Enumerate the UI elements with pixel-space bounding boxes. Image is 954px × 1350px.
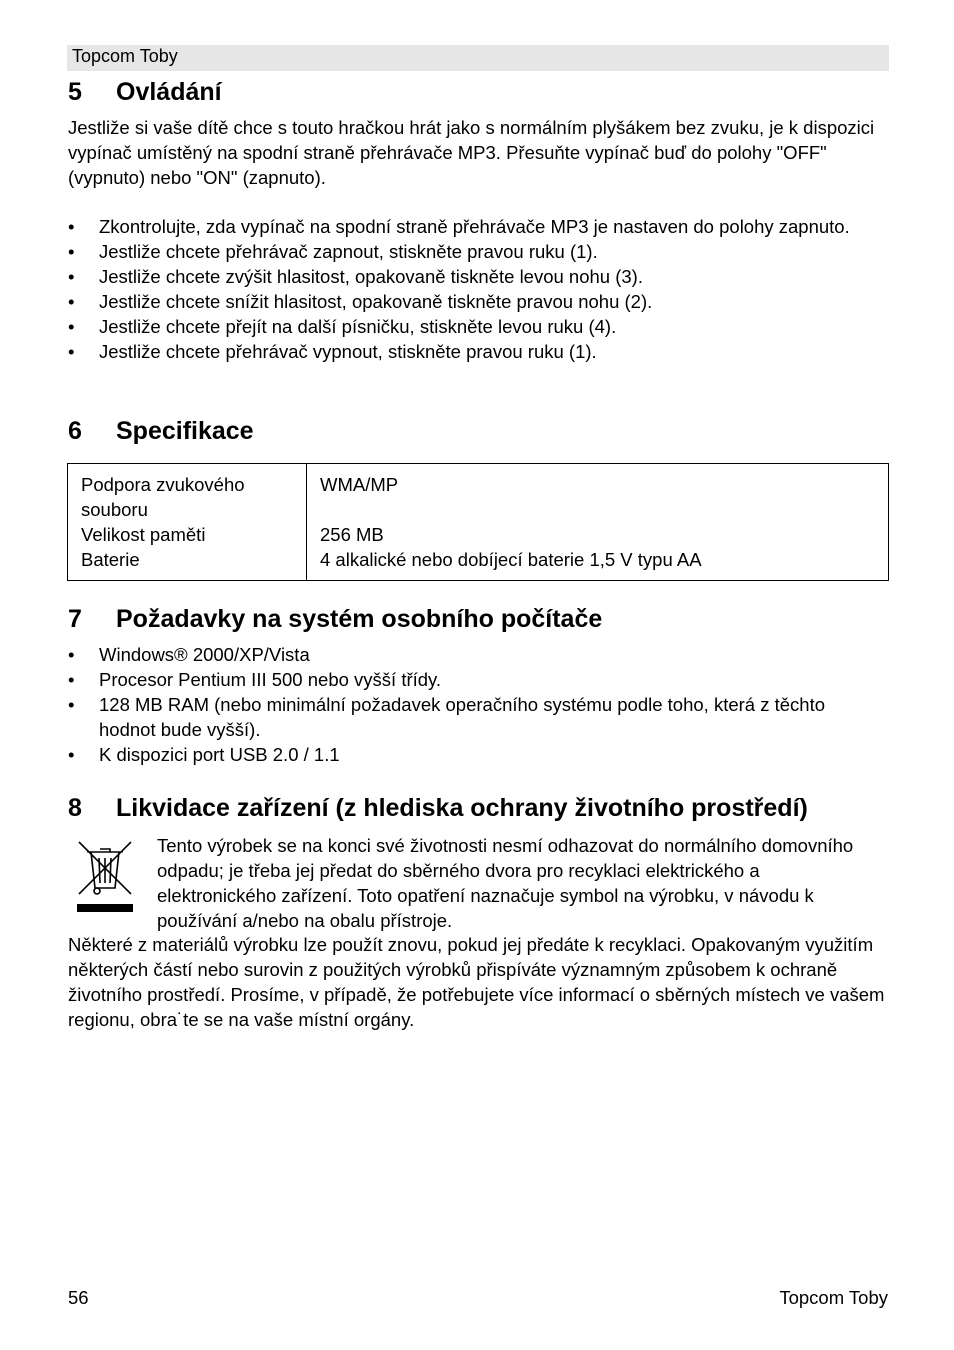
spec-value: 256 MB [320,524,384,545]
list-item: • Procesor Pentium III 500 nebo vyšší třídy. [68,669,442,690]
section-7-bullet-list [68,642,848,767]
table-row [68,464,889,581]
list-item: • Jestliže chcete přejít na další písničku, stiskněte levou ruku (4). [68,316,617,337]
section-number: 6 [68,417,82,445]
spec-labels-cell [68,464,307,581]
list-item: • Jestliže chcete přehrávač vypnout, stiskněte pravou ruku (1). [68,341,597,362]
spec-values-cell [307,464,889,581]
section-8-heading [68,793,808,823]
list-item: • K dispozici port USB 2.0 / 1.1 [68,744,340,765]
spec-label: Podpora zvukového souboru [81,474,245,520]
section-5-bullet-list [68,214,858,364]
section-title: Likvidace zařízení (z hlediska ochrany životního prostředí) [116,794,808,822]
spec-label: Baterie [81,549,140,570]
list-item: • Zkontrolujte, zda vypínač na spodní straně přehrávače MP3 je nastaven do polohy zapnuto. [68,216,850,237]
section-title: Požadavky na systém osobního počítače [116,605,603,633]
section-number: 7 [68,605,82,633]
list-item: • Jestliže chcete snížit hlasitost, opakovaně tiskněte pravou nohu (2). [68,291,653,312]
crossed-out-wheelie-bin-icon [75,838,135,914]
section-5-intro: Jestliže si vaše dítě chce s touto hračkou hrát jako s normálním plyšákem bez zvuku, je k dispozici vypínač umístěný na spodní straně přehrávače MP3. Přesuňte vypínač buď do polohy "OFF" (vypnuto) nebo "ON" (zapnuto). [68,117,875,188]
section-title: Specifikace [116,417,254,445]
list-item: • Jestliže chcete zvýšit hlasitost, opakovaně tiskněte levou nohu (3). [68,266,643,287]
list-item: • 128 MB RAM (nebo minimální požadavek operačního systému podle toho, která z těchto hodnot bude vyšší). [68,694,825,740]
spec-table [67,463,889,581]
spec-label: Velikost paměti [81,524,206,545]
disposal-body: Některé z materiálů výrobku lze použít znovu, pokud jej předáte k recyklaci. Opakovaným využitím některých částí nebo surovin z použitých výrobků přispíváte významným způsobem k ochraně životního prostředí. Prosíme, v případě, že potřebujete více informací o sběrných místech ve vašem regionu, obra˙te se na vaše místní orgány. [68,934,885,1030]
footer-title: Topcom Toby [779,1287,888,1308]
spec-value: WMA/MP [320,474,399,495]
spec-value: 4 alkalické nebo dobíjecí baterie 1,5 V typu AA [320,549,702,570]
section-7-heading [68,604,602,634]
section-number: 8 [68,794,82,822]
section-number: 5 [68,78,82,106]
page-number: 56 [68,1287,89,1308]
list-item: • Windows® 2000/XP/Vista [68,644,310,665]
header-title: Topcom Toby [72,46,178,66]
section-6-heading [68,416,254,446]
section-title: Ovládání [116,78,222,106]
section-5-heading [68,77,222,107]
running-header [67,45,889,71]
list-item: • Jestliže chcete přehrávač zapnout, stiskněte pravou ruku (1). [68,241,598,262]
disposal-icon-text: Tento výrobek se na konci své životnosti nesmí odhazovat do normálního domovního odpadu; je třeba jej předat do sběrného dvora pro recyklaci elektrického a elektronického zařízení. Toto opatření naznačuje symbol na výrobku, v návodu k používání a/nebo na obalu přístroje. [157,835,854,931]
